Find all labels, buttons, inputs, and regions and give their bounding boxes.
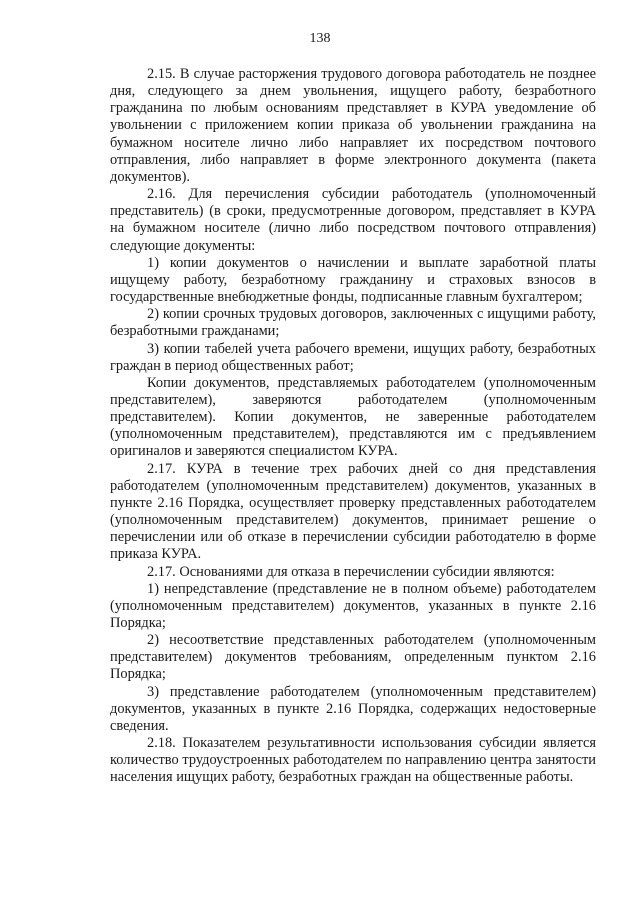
- paragraph-2-15: 2.15. В случае расторжения трудового договора работодатель не позднее дня, следующего за днем увольнения, ищущего работу, безработного гражданина по любым основаниям представляет в КУРА уведомление об увольнении с приложением копии приказа об увольнении гражданина на бумажном носителе лично либо направляет их посредством почтового отправления, либо направляет в форме электронного документа (пакета документов).: [110, 66, 596, 185]
- document-body: [110, 66, 596, 787]
- list-item-2-16-2: 2) копии срочных трудовых договоров, заключенных с ищущими работу, безработными гражданами;: [110, 306, 596, 340]
- paragraph-2-17-review: 2.17. КУРА в течение трех рабочих дней со дня представления работодателем (уполномоченным представителем) документов, указанных в пункте 2.16 Порядка, осуществляет проверку представленных работодателем (уполномоченным представителем) документов, принимает решение о перечислении или об отказе в перечислении субсидии работодателю в форме приказа КУРА.: [110, 460, 596, 563]
- list-item-2-16-1: 1) копии документов о начислении и выплате заработной платы ищущему работу, безработному гражданину и страховых взносов в государственные внебюджетные фонды, подписанные главным бухгалтером;: [110, 254, 596, 306]
- list-item-refusal-1: 1) непредставление (представление не в полном объеме) работодателем (уполномоченным представителем) документов, указанных в пункте 2.16 Порядка;: [110, 580, 596, 631]
- paragraph-copies-certification: Копии документов, представляемых работодателем (уполномоченным представителем), заверяются работодателем (уполномоченным представителем). Копии документов, не заверенные работодателем (уполномоченным представителем), представляются им с предъявлением оригиналов и заверяются специалистом КУРА.: [110, 374, 596, 460]
- list-item-refusal-3: 3) представление работодателем (уполномоченным представителем) документов, указанных в пункте 2.16 Порядка, содержащих недостоверные сведения.: [110, 683, 596, 734]
- paragraph-2-17-refusal-grounds: 2.17. Основаниями для отказа в перечислении субсидии являются:: [147, 563, 555, 580]
- paragraph-2-18: 2.18. Показателем результативности использования субсидии является количество трудоустроенных работодателем по направлению центра занятости населения ищущих работу, безработных граждан на общественные работы.: [110, 735, 596, 786]
- list-item-refusal-2: 2) несоответствие представленных работодателем (уполномоченным представителем) документов требованиям, определенным пунктом 2.16 Порядка;: [110, 632, 596, 683]
- paragraph-2-16: 2.16. Для перечисления субсидии работодатель (уполномоченный представитель) (в сроки, предусмотренные договором, представляет в КУРА на бумажном носителе (лично либо посредством почтового отправления) следующие документы:: [110, 186, 596, 254]
- page-number: 138: [309, 31, 331, 46]
- list-item-2-16-3: 3) копии табелей учета рабочего времени, ищущих работу, безработных граждан в период общественных работ;: [110, 340, 596, 374]
